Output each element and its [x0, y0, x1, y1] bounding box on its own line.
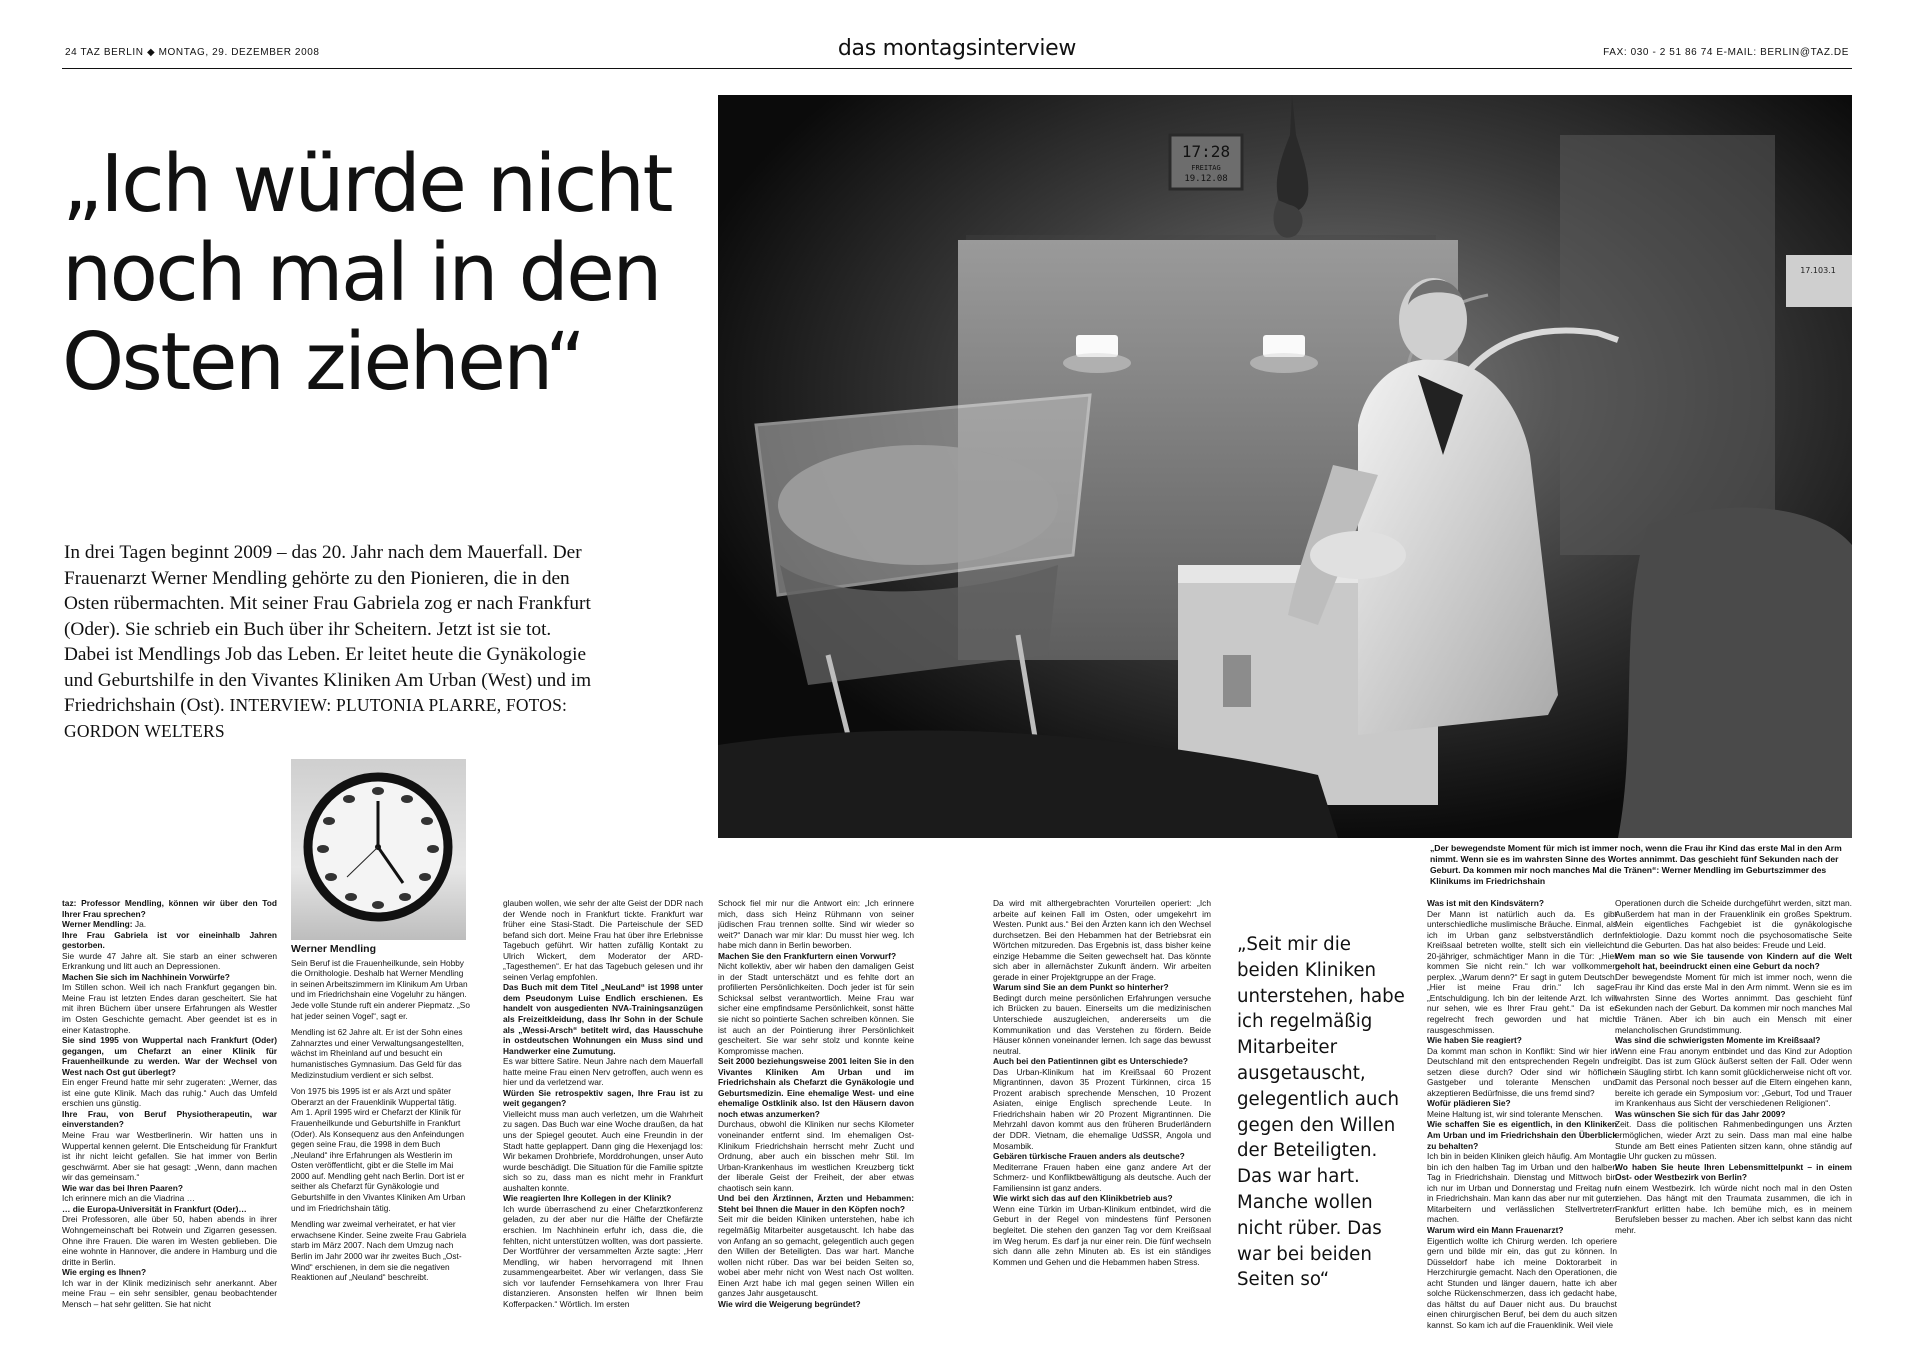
pull-quote-text: „Seit mir die beiden Kliniken unterstehen, habe ich regelmäßig Mitarbeiter ausgetauscht, gelegentlich auch gegen den Willen der Beteiligten. Das war hart. Manche wollen nicht rüber. Das war bei beiden Seiten so“: [1237, 934, 1405, 1291]
sidebar-paragraph: Sein Beruf ist die Frauenheilkunde, sein Hobby die Ornithologie. Deshalb hat Werner Mendling in seinen Arbeitszimmern im Klinikum Am Urban und im Friedrichshain eine Vogeluhr zu hängen. Jede volle Stunde ruft ein anderer Piepmatz. „So hat jeder seinen Vogel“, sagt er.: [291, 957, 470, 1021]
article-column-6: Operationen durch die Scheide durchgeführt werden, sitzt man. Außerdem hat man in der Frauenklinik ein großes Spektrum. Mein eigentliches Fachgebiet ist die gynäkologische Infektiologie. Dazu kommt noch die psychosomatische Seite und die Geburten. Das hat also beides: Freude und Leid. Wem man so wie Sie tausende von Kindern auf die Welt geholt hat, beeindruckt einen eine Geburt da noch? Der bewegendste Moment für mich ist immer noch, wenn die Frau ihr Kind das erste Mal in den Arm nimmt. Wenn sie es im wahrsten Sinne des Wortes annimmt. Das geschieht fünf Sekunden nach der Geburt. Da kommen mir noch manches Mal die Tränen. Aber ich bin auch ein Mensch mit einer melancholischen Grundstimmung. Was sind die schwierigsten Momente im Kreißsaal? Wenn eine Frau anonym entbindet und das Kind zur Adoption freigibt. Das ist zum Glück äußerst selten der Fall. Oder wenn ein Säugling stirbt. Ich kann somit glücklicherweise nicht oft vor. Damit das Personal noch besser auf die Eltern eingehen kann, bereite ich gerade ein Symposium vor: „Geburt, Tod und Trauer im Krankenhaus aus Sicht der verschiedenen Religionen“. Was wünschen Sie sich für das Jahr 2009? Zeit. Dass die politischen Rahmenbedingungen uns Ärzten ermöglichen, wieder Arzt zu sein. Dass man mal eine halbe Stunde am Bett eines Patienten sitzen kann, ohne ständig auf die Uhr gucken zu müssen. Wo haben Sie heute Ihren Lebensmittelpunkt – in einem Ost- oder Westbezirk von Berlin? In einem Westbezirk. Ich würde nicht noch mal in den Osten ziehen. Das hängt mit den Traumata zusammen, die ich in Frankfurt erlitten habe. Ich bemühe mich, es in meinem Berufsleben besser zu machen. Aber ich selbst kann das nicht mehr.: [1615, 898, 1852, 1235]
page-header: [62, 34, 1852, 69]
pull-quote: [1237, 932, 1413, 1293]
article-column-3: Schock fiel mir nur die Antwort ein: „Ich erinnere mich, dass sich Heinz Rühmann von seiner jüdischen Frau trennen sollte. Sind wir wieder so weit?“ Danach war mir klar: Du musst hier weg. Ich habe mich dann in Berlin beworben. Machen Sie den Frankfurtern einen Vorwurf? Nicht kollektiv, aber wir haben den damaligen Geist in der Stadt unterschätzt und es fehlte dort an profilierten Persönlichkeiten. Doch jeder ist für sein Schicksal selbst verantwortlich. Meine Frau war sicher eine empfindsame Persönlichkeit, sonst hätte sie nicht so pointierte Sachen schreiben können. Sie ist auch an der Pointierung ihrer Persönlichkeit gescheitert. Sie war sehr stolz und konnte keine Kompromisse machen. Seit 2000 beziehungsweise 2001 leiten Sie in den Vivantes Kliniken Am Urban und im Friedrichshain als Chefarzt die Gynäkologie und Geburtsmedizin. Eine ehemalige West- und eine ehemalige Ostklinik also. Ist den Häusern davon noch etwas anzumerken? Durchaus, obwohl die Kliniken nur sechs Kilometer voneinander entfernt sind. Im ehemaligen Ost-Klinikum Friedrichshain herrscht mehr Zucht und Ordnung, aber auch ein bisschen mehr Stil. Im Urban-Krankenhaus im westlichen Kreuzberg tickt der liberale Geist der Freiheit, der aber etwas chaotisch sein kann. Und bei den Ärztinnen, Ärzten und Hebammen: Steht bei Ihnen die Mauer in den Köpfen noch? Seit mir die beiden Kliniken unterstehen, habe ich regelmäßig Mitarbeiter ausgetauscht. Ich habe das von Anfang an so gemacht, gelegentlich auch gegen den Willen der Beteiligten. Das war hart. Manche wollen nicht rüber. Das war bei beiden Seiten so, wobei aber mehr nicht von West nach Ost wollten. Einen Arzt habe ich mal gegen seinen Willen ein ganzes Jahr ausgetauscht. Wie wird die Weigerung begründet?: [718, 898, 914, 1309]
bird-clock-photo: [291, 759, 466, 940]
sidebar-paragraph: Mendling war zweimal verheiratet, er hat vier erwachsene Kinder. Seine zweite Frau Gabriela starb im März 2007. Nach dem Umzug nach Berlin im Jahr 2000 war ihr zweites Buch „Ost-Wind“ erschienen, in dem sie die negativen Reaktionen auf „Neuland“ beschreibt.: [291, 1219, 467, 1283]
sidebar-bio: [291, 944, 470, 1334]
header-folio: 24 TAZ BERLIN ◆ MONTAG, 29. DEZEMBER 2008: [65, 47, 320, 58]
clock-time: 17:28: [1181, 142, 1231, 161]
clock-day: FREITAG: [1191, 164, 1221, 172]
bird-clock-icon: [291, 759, 466, 940]
clock-date: 19.12.08: [1184, 174, 1228, 184]
article-column-2: glauben wollen, wie sehr der alte Geist der DDR nach der Wende noch in Frankfurt tickte. Frankfurt war früher eine Stasi-Stadt. Die Parteischule der SED befand sich dort. Meine Frau hat über ihre Erlebnisse Tagebuch geführt. Wir hatten zufällig Kontakt zu Ulrich Wickert, dem Moderator der ARD-„Tagesthemen“. Er hat das Tagebuch gelesen und ihr seinen Verlag empfohlen. Das Buch mit dem Titel „NeuLand“ ist 1998 unter dem Pseudonym Luise Endlich erschienen. Es handelt von ausgedienten NVA-Trainingsanzügen als Freizeitkleidung, dass Ihr Sohn in der Schule als „Wessi-Arsch“ betitelt wird, das Hausschuhe in ostdeutschen Wohnungen ein Muss sind und Handwerker eine Zumutung. Es war bittere Satire. Neun Jahre nach dem Mauerfall hatte meine Frau einen Nerv getroffen, auch wenn es hier und da verletzend war. Würden Sie retrospektiv sagen, Ihre Frau ist zu weit gegangen? Vielleicht muss man auch verletzen, um die Wahrheit zu sagen. Das Buch war eine Woche draußen, da hat uns der Spiegel geoutet. Auch eine Freundin in der Stadt hatte geplappert. Dann ging die Hexenjagd los: Wir bekamen Drohbriefe, Morddrohungen, unser Auto wurde beschädigt. Die Situation für die Familie spitzte sich so zu, dass man es nicht mehr in Frankfurt aushalten konnte. Wie reagierten Ihre Kollegen in der Klinik? Ich wurde überraschend zu einer Chefarztkonferenz geladen, zu der aber nur die Hälfte der Chefärzte erschien. Im Nachhinein erfuhr ich, dass die, die fehlten, nicht unterstützen wollten, was dort passierte. Der Wortführer der versammelten Ärzte sagte: „Herr Mendling, wir haben hervorragend mit Ihnen zusammengearbeitet. Aber wir verlangen, dass Sie sich vor laufender Fernsehkamera von Ihrer Frau distanzieren. Ansonsten helfen wir Ihnen beim Kofferpacken.“ Wörtlich. Im ersten: [503, 898, 703, 1309]
photo-caption: „Der bewegendste Moment für mich ist immer noch, wenn die Frau ihr Kind das erste Mal in den Arm nimmt. Wenn sie es im wahrsten Sinne des Wortes annimmt. Das geschieht fünf Sekunden nach der Geburt. Da kommen mir noch manches Mal die Tränen“: Werner Mendling im Geburtszimmer des Klinikums im Friedrichshain: [1430, 843, 1842, 886]
door-sign-text: 17.103.1: [1800, 266, 1836, 275]
article-column-1: taz: Professor Mendling, können wir über den Tod Ihrer Frau sprechen? Werner Mendling: Ja. Ihre Frau Gabriela ist vor eineinhalb Jahren gestorben. Sie wurde 47 Jahre alt. Sie starb an einer schweren Erkrankung und litt auch an Depressionen. Machen Sie sich im Nachhinein Vorwürfe? Im Stillen schon. Weil ich nach Frankfurt gegangen bin. Meine Frau ist letzten Endes daran gescheitert. Sie hat mit ihren Büchern über unsere Erfahrungen als Westler im Osten Geschichte gemacht. Aber geendet ist es in einer Katastrophe. Sie sind 1995 von Wuppertal nach Frankfurt (Oder) gegangen, um Chefarzt an einer Klinik für Frauenheilkunde zu werden. War der Wechsel von West nach Ost gut überlegt? Ein enger Freund hatte mir sehr zugeraten: „Werner, das ist eine gute Klinik. Mach das ruhig.“ Auch das Umfeld erschien uns günstig. Ihre Frau, von Beruf Physiotherapeutin, war einverstanden? Meine Frau war Westberlinerin. Wir hatten uns in Wuppertal kennen gelernt. Die Entscheidung für Frankfurt ist ihr nicht leicht gefallen. Sie hat immer von Berlin geschwärmt. Aber sie hat gesagt: „Wenn, dann machen wir das gemeinsam.“ Wie war das bei Ihren Paaren? Ich erinnere mich an die Viadrina … … die Europa-Universität in Frankfurt (Oder)… Drei Professoren, alle über 50, haben abends in ihrer Wohngemeinschaft bei Rotwein und Zigarren gesessen. Ohne ihre Frauen. Die waren im Westen geblieben. Die eine wohnte in Hannover, die andere in Hamburg und die dritte in Berlin. Wie erging es Ihnen? Ich war in der Klinik medizinisch sehr anerkannt. Aber meine Frau – ein sehr sensibler, genau beobachtender Mensch – hat sehr gelitten. Sie hat nicht: [62, 898, 277, 1309]
headline: „Ich würde nicht noch mal in den Osten ziehen“: [62, 138, 671, 408]
header-contact: FAX: 030 - 2 51 86 74 E-MAIL: BERLIN@TAZ.DE: [1603, 47, 1849, 58]
sidebar-paragraph: Von 1975 bis 1995 ist er als Arzt und später Oberarzt an der Frauenklinik Wuppertal tätig. Am 1. April 1995 wird er Chefarzt der Klinik für Frauenheilkunde und Geburtshilfe in Frankfurt (Oder). Als Konsequenz aus den Anfeindungen gegen seine Frau, die 1998 in dem Buch „Neuland“ ihre Erfahrungen als Westlerin im Osten veröffentlicht, gibt er die Stelle im Mai 2000 auf. Mendling geht nach Berlin. Dort ist er seither als Chefarzt für Gynäkologie und Geburtshilfe in den Vivantes Kliniken Am Urban und im Friedrichshain tätig.: [291, 1086, 466, 1213]
sidebar-paragraph: Mendling ist 62 Jahre alt. Er ist der Sohn eines Zahnarztes und einer Verwaltungsangestellten, wächst im Rheinland auf und besucht ein humanistisches Gymnasium. Das Geld für das Medizinstudium verdient er sich selbst.: [291, 1027, 464, 1080]
main-photo: [718, 95, 1852, 838]
article-column-4: Da wird mit althergebrachten Vorurteilen operiert: „Ich arbeite auf keinen Fall im Osten, oder umgekehrt im Westen. Punkt aus.“ Bei den Ärzten kann ich den Wechsel durchsetzen. Bei den Hebammen hat der Betriebsrat ein Wörtchen mitzureden. Das Ergebnis ist, dass bisher keine einzige Hebamme die Seiten gewechselt hat. Das könnte sich aber in allernächster Zukunft ändern. Wir arbeiten gerade in einer Projektgruppe an der Frage. Warum sind Sie an dem Punkt so hinterher? Bedingt durch meine persönlichen Erfahrungen versuche ich Brücken zu bauen. Einerseits um die medizinischen Unterschiede auszugleichen, andererseits um die Kommunikation und das Verstehen zu fördern. Beide Häuser können voneinander lernen. Ich sage das bewusst neutral. Auch bei den Patientinnen gibt es Unterschiede? Das Urban-Klinikum hat im Kreißsaal 60 Prozent Migrantinnen, davon 35 Prozent Türkinnen, circa 15 Prozent arabisch sprechende Menschen, 10 Prozent Asiaten, einige Englisch sprechende Leute. In Friedrichshain haben wir 20 Prozent Migrantinnen. Die Mehrzahl davon kommt aus den früheren Bruderländern der DDR. Vietnam, die ehemalige UdSSR, Angola und Mosambik. Gebären türkische Frauen anders als deutsche? Mediterrane Frauen haben eine ganz andere Art der Schmerz- und Konfliktbewältigung als deutsche. Auch der Familiensinn ist ganz anders. Wie wirkt sich das auf den Klinikbetrieb aus? Wenn eine Türkin im Urban-Klinikum entbindet, wird die Geburt in der Regel von mindestens fünf Personen begleitet. Die stehen den ganzen Tag vor dem Kreißsaal im Weg herum. Es darf ja nur einer rein. Die fünf wechseln sich dann alle zehn Minuten ab. Es ist ein ständiges Kommen und Gehen und die Hebammen haben Stress.: [993, 898, 1211, 1267]
delivery-room-illustration: [718, 95, 1852, 838]
sidebar-title: Werner Mendling: [291, 944, 376, 955]
intro-text: In drei Tagen beginnt 2009 – das 20. Jahr nach dem Mauerfall. Der Frauenarzt Werner Mendling gehörte zu den Pionieren, die in den Osten rübermachten. Mit seiner Frau Gabriela zog er nach Frankfurt (Oder). Sie schrieb ein Buch über ihr Scheitern. Jetzt ist sie tot. Dabei ist Mendlings Job das Leben. Er leitet heute die Gynäkologie und Geburtshilfe in den Vivantes Kliniken Am Urban (West) und im Friedrichshain (Ost).: [64, 542, 592, 716]
intro-credit: INTERVIEW: PLUTONIA PLARRE, FOTOS: GORDON WELTERS: [64, 695, 568, 741]
article-column-5: Was ist mit den Kindsvätern? Der Mann ist natürlich auch da. Es gibt unterschiedliche muslimische Bräuche. Einmal, als ich im Urban ganz selbstverständlich den Kreißsaal betreten wollte, stellt sich ein vielleicht 20-jähriger, schmächtiger Mann in die Tür: „Hier kommen Sie nicht rein.“ Ich war vollkommen perplex. „Warum denn?“ Er sagt in gutem Deutsch: „Hier ist meine Frau drin.“ Ich sage: „Entschuldigung. Ich bin der leitende Arzt. Ich will nur sehen, wie es Ihrer Frau geht.“ Da ist er regelrecht frech geworden und hat mich rausgeschmissen. Wie haben Sie reagiert? Da kommt man schon in Konflikt: Sind wir hier in Deutschland mit den entsprechenden Regeln und setzen diese durch? Oder sind wir höfliche Gastgeber und tolerante Menschen und akzeptieren Bedürfnisse, die uns fremd sind? Wofür plädieren Sie? Meine Haltung ist, wir sind tolerante Menschen. Wie schaffen Sie es eigentlich, in den Kliniken Am Urban und im Friedrichshain den Überblick zu behalten? Ich bin in beiden Kliniken gleich häufig. Am Montag bin ich den halben Tag im Urban und den halben Tag in Friedrichshain. Dienstag und Mittwoch bin ich nur im Urban und Donnerstag und Freitag nur in Friedrichshain. Man kann das aber nur mit guten Mitarbeitern und verlässlichen Stellvertretern machen. Warum wird ein Mann Frauenarzt? Eigentlich wollte ich Chirurg werden. Ich operiere gern und bilde mir ein, das gut zu können. In Düsseldorf habe ich meine Doktorarbeit in Herzchirurgie gemacht. Nach den Operationen, die acht Stunden und länger dauern, hatte ich aber solche Rückenschmerzen, dass ich gedacht habe, das hältst du auf Dauer nicht aus. Du brauchst einen chirurgischen Beruf, bei dem du auch sitzen kannst. So kam ich auf die Frauenklinik. Weil viele: [1427, 898, 1617, 1330]
intro-block: [64, 540, 594, 744]
section-title: das montagsinterview: [837, 36, 1077, 61]
